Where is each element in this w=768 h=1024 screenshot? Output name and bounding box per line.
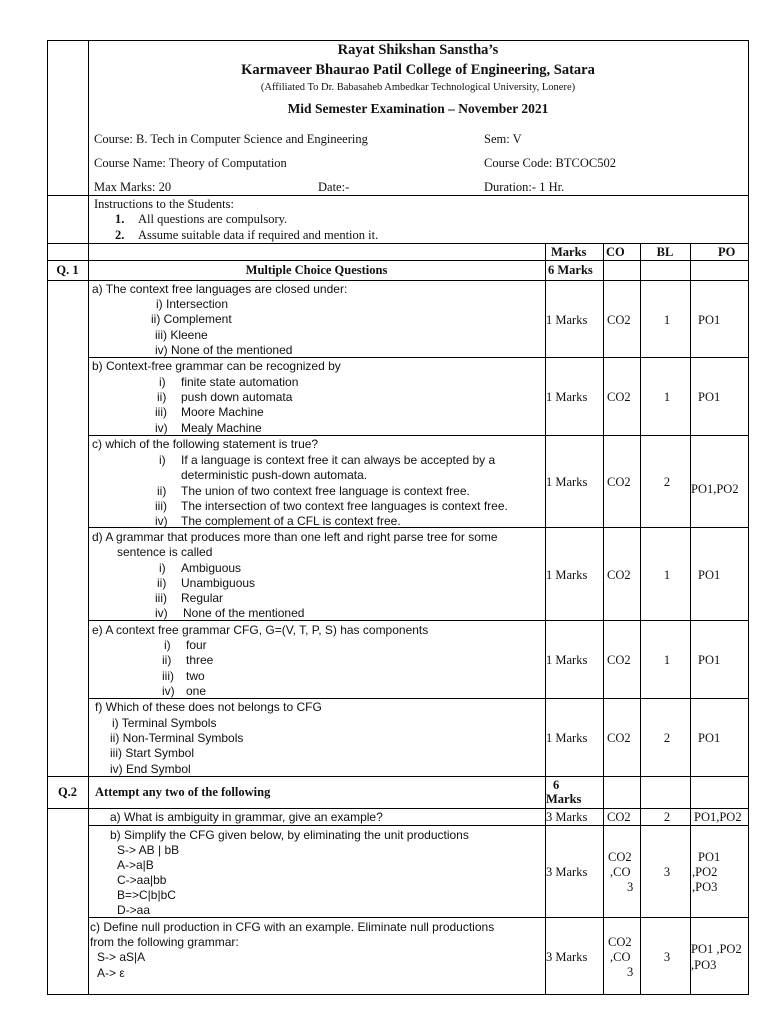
bl-cell: 3 [663, 865, 671, 879]
po-cell: ,PO3 [692, 880, 718, 894]
marks-cell: 1 Marks [546, 475, 588, 489]
po-cell: PO1 [698, 653, 721, 667]
option: Unambiguous [181, 576, 256, 590]
co-cell: CO2 [607, 731, 631, 745]
bl-cell: 1 [663, 313, 671, 327]
question-e: e) A context free grammar CFG, G=(V, T, P, S) has components [92, 623, 429, 637]
co-cell: CO2 [607, 390, 631, 404]
co-cell: CO2 [608, 935, 632, 949]
option: Ambiguous [181, 561, 242, 575]
question-2a: a) What is ambiguity in grammar, give an example? [110, 810, 383, 824]
bl-cell: 3 [663, 950, 671, 964]
option-num: i) [159, 375, 166, 389]
col-bl: BL [656, 245, 674, 259]
co-cell: ,CO [610, 950, 631, 964]
option: Mealy Machine [181, 421, 262, 435]
marks-cell: 3 Marks [546, 950, 588, 964]
grammar-line: A->a|B [117, 858, 154, 872]
option: ii) Complement [151, 312, 232, 326]
option-num: iv) [155, 606, 168, 620]
col-marks: Marks [551, 245, 587, 259]
option: None of the mentioned [183, 606, 305, 620]
grammar-line: S-> AB | bB [117, 843, 180, 857]
option: iv) None of the mentioned [155, 343, 293, 357]
instruction-item: All questions are compulsory. [138, 212, 288, 226]
question-d-cont: sentence is called [117, 545, 213, 559]
option: The complement of a CFL is context free. [181, 514, 401, 528]
question-a: a) The context free languages are closed under: [92, 282, 348, 296]
semester: Sem: V [484, 132, 522, 146]
marks-cell: 1 Marks [546, 568, 588, 582]
option: push down automata [181, 390, 293, 404]
marks-cell: 1 Marks [546, 390, 588, 404]
po-cell: PO1,PO2 [691, 482, 739, 496]
option: two [186, 669, 205, 683]
affiliation: (Affiliated To Dr. Babasaheb Ambedkar Technological University, Lonere) [260, 82, 576, 93]
col-co: CO [606, 245, 625, 259]
marks-cell: 3 Marks [546, 810, 588, 824]
grammar-line: S-> aS|A [97, 950, 146, 964]
q2-marks-unit: Marks [546, 792, 582, 806]
q1-number: Q. 1 [56, 263, 79, 277]
po-cell: PO1 [698, 313, 721, 327]
course-name: Course Name: Theory of Computation [94, 156, 287, 170]
question-f: f) Which of these does not belongs to CFG [95, 700, 322, 714]
option: one [186, 684, 207, 698]
option: If a language is context free it can always be accepted by a [181, 453, 496, 467]
instruction-num: 2. [115, 228, 125, 242]
option: ii) Non-Terminal Symbols [110, 731, 244, 745]
po-cell: PO1 [698, 731, 721, 745]
co-cell: CO2 [608, 850, 632, 864]
option: iii) Start Symbol [110, 746, 195, 760]
bl-cell: 2 [663, 810, 671, 824]
option-num: iii) [155, 405, 167, 419]
q2-title: Attempt any two of the following [95, 785, 271, 799]
bl-cell: 2 [663, 731, 671, 745]
marks-cell: 1 Marks [546, 731, 588, 745]
option-num: iii) [162, 669, 174, 683]
po-cell: ,PO2 [692, 865, 718, 879]
question-2b: b) Simplify the CFG given below, by eliminating the unit productions [110, 828, 469, 842]
grammar-line: B=>C|b|bC [117, 888, 176, 902]
po-cell: PO1 ,PO2 [691, 942, 742, 956]
bl-cell: 1 [663, 568, 671, 582]
po-cell: ,PO3 [691, 958, 717, 972]
grammar-line: D->aa [117, 903, 151, 917]
co-cell: ,CO [610, 865, 631, 879]
co-cell: CO2 [607, 653, 631, 667]
grammar-line: A-> ε [97, 966, 125, 980]
option-num: ii) [162, 653, 172, 667]
option-num: iv) [162, 684, 175, 698]
question-c: c) which of the following statement is true? [92, 437, 319, 451]
option-num: iii) [155, 499, 167, 513]
po-cell: PO1 [698, 850, 721, 864]
co-cell: CO2 [607, 810, 631, 824]
society-name: Rayat Shikshan Sanstha’s [337, 42, 499, 58]
option-num: iv) [155, 421, 168, 435]
course-code: Course Code: BTCOC502 [484, 156, 616, 170]
option: i) Terminal Symbols [112, 716, 217, 730]
option-num: i) [159, 561, 166, 575]
marks-cell: 1 Marks [546, 653, 588, 667]
q1-title: Multiple Choice Questions [245, 263, 388, 277]
q2-marks: 6 [553, 778, 560, 792]
grammar-line: C->aa|bb [117, 873, 167, 887]
bl-cell: 1 [663, 653, 671, 667]
option: iv) End Symbol [110, 762, 191, 776]
option: iii) Kleene [155, 328, 208, 342]
co-cell: CO2 [607, 475, 631, 489]
co-cell: 3 [627, 965, 634, 979]
q1-marks: 6 Marks [548, 263, 593, 277]
option-num: i) [159, 453, 166, 467]
option: deterministic push-down automata. [181, 468, 368, 482]
co-cell: CO2 [607, 568, 631, 582]
marks-cell: 1 Marks [546, 313, 588, 327]
co-cell: 3 [627, 880, 634, 894]
question-b: b) Context-free grammar can be recognized by [92, 359, 341, 373]
po-cell: PO1 [698, 568, 721, 582]
question-2c: c) Define null production in CFG with an example. Eliminate null productions [90, 920, 495, 934]
exam-title: Mid Semester Examination – November 2021 [287, 101, 549, 116]
option: The union of two context free language is context free. [181, 484, 470, 498]
instruction-item: Assume suitable data if required and mention it. [138, 228, 379, 242]
option-num: ii) [157, 576, 167, 590]
bl-cell: 1 [663, 390, 671, 404]
option: four [186, 638, 207, 652]
college-name: Karmaveer Bhaurao Patil College of Engineering, Satara [241, 62, 595, 78]
option: finite state automation [181, 375, 299, 389]
marks-cell: 3 Marks [546, 865, 588, 879]
question-d: d) A grammar that produces more than one left and right parse tree for some [92, 530, 498, 544]
bl-cell: 2 [663, 475, 671, 489]
co-cell: CO2 [607, 313, 631, 327]
option: three [186, 653, 214, 667]
option-num: iii) [155, 591, 167, 605]
course: Course: B. Tech in Computer Science and Engineering [94, 132, 368, 146]
po-cell: PO1 [698, 390, 721, 404]
option: The intersection of two context free languages is context free. [181, 499, 508, 513]
date: Date:- [318, 180, 350, 194]
option-num: ii) [157, 390, 167, 404]
question-2c-cont: from the following grammar: [90, 935, 239, 949]
duration: Duration:- 1 Hr. [484, 180, 565, 194]
col-po: PO [718, 245, 736, 259]
instructions-title: Instructions to the Students: [94, 197, 234, 211]
q2-number: Q.2 [57, 785, 78, 799]
option-num: ii) [157, 484, 167, 498]
option-num: iv) [155, 514, 168, 528]
instruction-num: 1. [115, 212, 125, 226]
option: Regular [181, 591, 224, 605]
max-marks: Max Marks: 20 [94, 180, 172, 194]
option: Moore Machine [181, 405, 264, 419]
option: i) Intersection [156, 297, 229, 311]
po-cell: PO1,PO2 [694, 810, 742, 824]
option-num: i) [164, 638, 171, 652]
